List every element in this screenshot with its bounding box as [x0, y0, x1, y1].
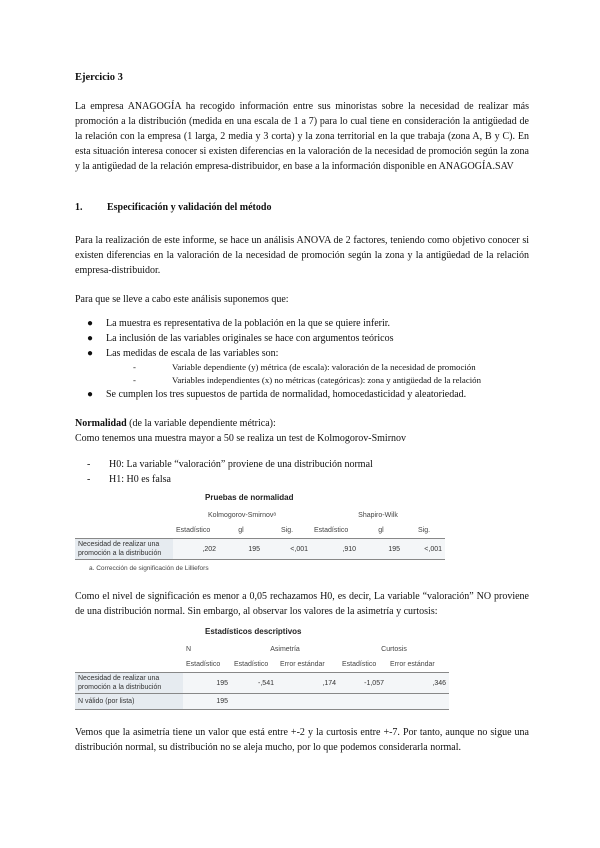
normality-tests-table — [75, 490, 529, 576]
table-cell: ,202 — [173, 539, 219, 560]
table-row — [75, 694, 449, 710]
section-title: Especificación y validación del método — [107, 202, 272, 213]
paragraph-assumptions: Para que se lleve a cabo este análisis suponemos que: — [75, 294, 289, 305]
dash-icon: - — [87, 474, 91, 485]
list-item — [75, 346, 529, 361]
column-header: gl — [238, 527, 244, 534]
table-cell: 195 — [359, 539, 403, 560]
table-header-row — [75, 642, 449, 657]
table-header-row — [75, 508, 445, 523]
table-title: Pruebas de normalidad — [205, 493, 294, 502]
column-header: Estadístico — [186, 661, 221, 668]
column-group-sw: Shapiro-Wilk — [358, 512, 398, 519]
sub-list-item — [75, 374, 529, 387]
dash-icon: - — [133, 375, 136, 385]
column-group-asimetria: Asimetría — [270, 646, 300, 653]
table-cell: ,910 — [311, 539, 359, 560]
row-label — [75, 539, 173, 560]
intro-paragraph: La empresa ANAGOGÍA ha recogido información entre sus minoristas sobre la necesidad de realizar más promoción a la distribución (medida en una escala de 1 a 7) para lo cual tiene en consideración la antigüedad de la relación con la empresa (1 larga, 2 media y 3 corta) y la zona territorial en la que trabaja (zona A, B y C). En esta situación interesa conocer si existen diferencias en la valoración de la necesidad de promoción según la zona y la antigüedad de la relación empresa-distribuidor, en base a la información disponible en ANAGOGÍA.SAV — [75, 101, 529, 172]
table-cell: ,174 — [277, 673, 339, 694]
list-item-text: Las medidas de escala de las variables son: — [106, 348, 279, 359]
table-header-row — [75, 523, 445, 539]
bullet-icon: ● — [87, 333, 94, 344]
paragraph-method: Para la realización de este informe, se hace un análisis ANOVA de 2 factores, teniendo como objetivo conocer si existen diferencias en la valoración de la necesidad de promoción según la zona y la antigüedad de la relación empresa-distribuidor. — [75, 235, 529, 276]
column-header: Estadístico — [176, 527, 211, 534]
table-row — [75, 539, 445, 560]
table-header-row — [75, 657, 449, 673]
column-header: Error estándar — [390, 661, 435, 668]
row-label-line: Necesidad de realizar una — [78, 541, 160, 548]
table-cell: <,001 — [263, 539, 311, 560]
column-header: Sig. — [280, 527, 294, 534]
hypotheses — [75, 457, 529, 487]
dash-icon: - — [133, 362, 136, 372]
table-cell: -,541 — [231, 673, 277, 694]
paragraph-conclusion: Vemos que la asimetría tiene un valor que está entre +-2 y la curtosis entre +-7. Por tanto, aunque no sigue una distribución normal, su distribución no se aleja mucho, por lo que podemos considerarla normal. — [75, 727, 529, 753]
normality-label-rest: (de la variable dependiente métrica): — [126, 418, 276, 429]
row-label: N válido (por lista) — [75, 694, 183, 710]
table-cell: 195 — [219, 539, 263, 560]
table-title: Estadísticos descriptivos — [205, 627, 302, 636]
dash-icon: - — [87, 459, 91, 470]
list-item-text: La muestra es representativa de la población en la que se quiere inferir. — [106, 318, 391, 329]
document-page — [75, 70, 529, 755]
table-footnote: a. Corrección de significación de Lilliefors — [89, 565, 209, 572]
sub-list-item-text: Variable dependiente (y) métrica (de escala): valoración de la necesidad de promoción — [172, 362, 476, 372]
list-item-text: Se cumplen los tres supuestos de partida de normalidad, homocedasticidad y aleatoriedad. — [106, 389, 467, 400]
sub-list-item-text: Variables independientes (x) no métricas (categóricas): zona y antigüedad de la relación — [172, 375, 481, 385]
row-label — [75, 673, 183, 694]
list-item — [75, 316, 529, 331]
column-header: Estadístico — [314, 527, 349, 534]
normality-test-line: Como tenemos una muestra mayor a 50 se realiza un test de Kolmogorov-Smirnov — [75, 433, 407, 444]
column-header: gl — [378, 527, 384, 534]
row-label-line: promoción a la distribución — [78, 550, 162, 557]
paragraph-significance: Como el nivel de significación es menor a 0,05 rechazamos H0, es decir, La variable “valoración” NO proviene de una distribución normal. Sin embargo, al observar los valores de la asimetría y curtosis: — [75, 591, 529, 617]
hypothesis-text: H0: La variable “valoración” proviene de una distribución normal — [109, 459, 373, 470]
row-label-line: promoción a la distribución — [78, 684, 162, 691]
list-item-text: La inclusión de las variables originales se hace con argumentos teóricos — [106, 333, 394, 344]
hypothesis-h1 — [75, 472, 529, 487]
table-cell: 195 — [183, 694, 231, 710]
row-label-line: Necesidad de realizar una — [78, 675, 160, 682]
table — [75, 642, 449, 710]
normality-heading — [75, 416, 529, 431]
table-cell: <,001 — [403, 539, 445, 560]
column-header: Error estándar — [280, 661, 325, 668]
column-header: Estadístico — [234, 661, 269, 668]
column-header: Sig. — [417, 527, 431, 534]
table-row — [75, 673, 449, 694]
bullet-icon: ● — [87, 389, 94, 400]
list-item — [75, 331, 529, 346]
assumptions-list — [75, 316, 529, 402]
exercise-title: Ejercicio 3 — [75, 72, 123, 83]
table — [75, 508, 445, 560]
descriptive-stats-table — [75, 624, 529, 710]
list-item — [75, 387, 529, 402]
column-group-curtosis: Curtosis — [381, 646, 407, 653]
section-heading — [75, 200, 529, 215]
table-cell: ,346 — [387, 673, 449, 694]
column-header: Estadístico — [342, 661, 377, 668]
table-cell: 195 — [183, 673, 231, 694]
column-group-n: N — [186, 646, 192, 653]
hypothesis-h0 — [75, 457, 529, 472]
normality-label: Normalidad — [75, 418, 127, 429]
section-number: 1. — [75, 202, 83, 213]
sub-list-item — [75, 361, 529, 374]
table-cell: -1,057 — [339, 673, 387, 694]
column-group-ks: Kolmogorov-Smirnovᵃ — [208, 512, 276, 519]
bullet-icon: ● — [87, 318, 94, 329]
hypothesis-text: H1: H0 es falsa — [109, 474, 171, 485]
bullet-icon: ● — [87, 348, 94, 359]
